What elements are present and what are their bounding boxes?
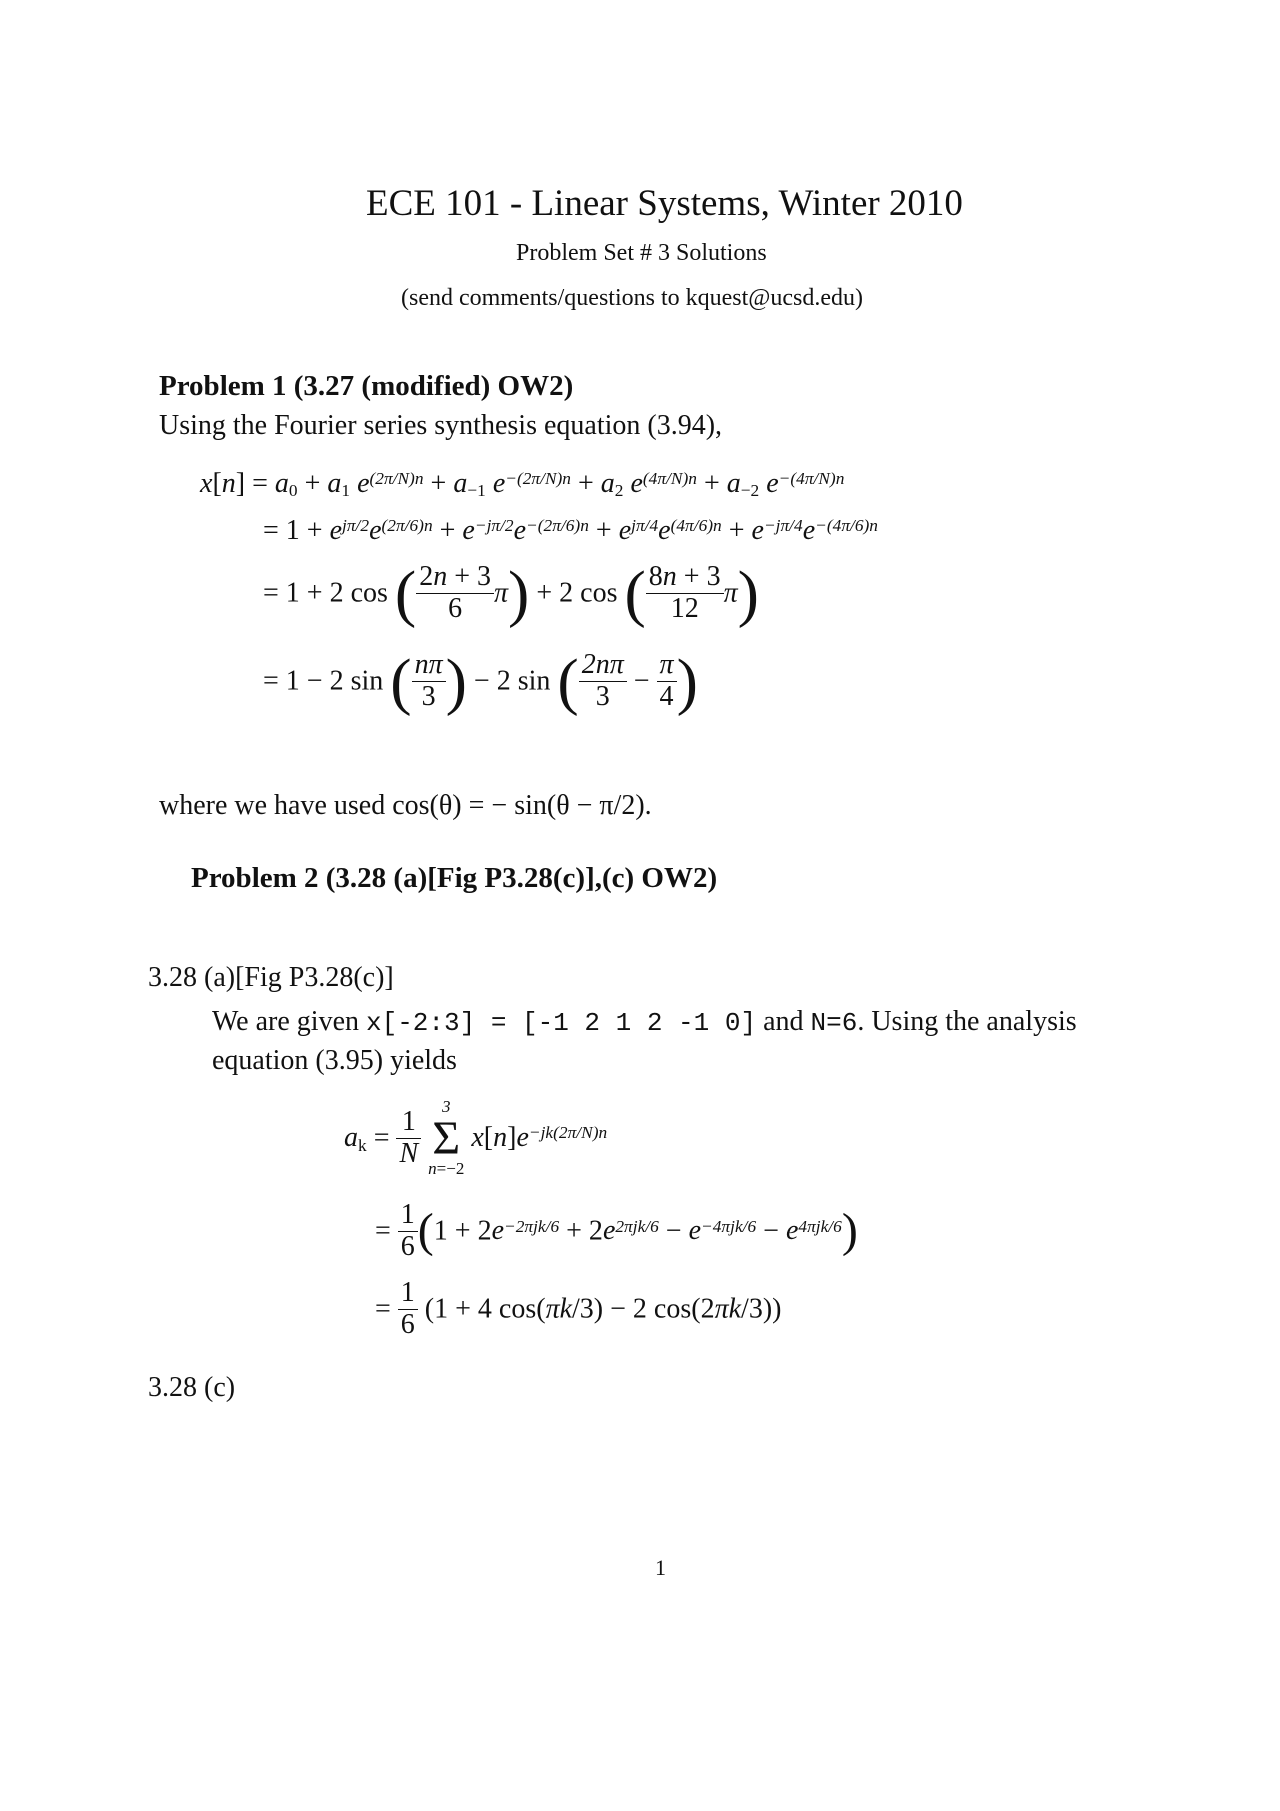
problem-2-heading: Problem 2 (3.28 (a)[Fig P3.28(c)],(c) OW2) bbox=[191, 862, 718, 894]
problem-1-note: where we have used cos(θ) = − sin(θ − π/2). bbox=[159, 790, 652, 821]
given-code: x[-2:3] = [-1 2 1 2 -1 0] bbox=[366, 1008, 757, 1038]
analysis-line-2: = $\frac{1}{6}$ $(1 + 2e^{-2\pi jk/6} + 2e^{2\pi jk/6} - e^{-4\pi jk/6} - e^{4\pi jk/6})$ bbox=[375, 1199, 858, 1262]
problem-1-heading: Problem 1 (3.27 (modified) OW2) bbox=[159, 370, 574, 402]
page-title: ECE 101 - Linear Systems, Winter 2010 bbox=[366, 183, 963, 224]
given-prefix: We are given bbox=[212, 1006, 366, 1037]
given-and: and bbox=[756, 1006, 811, 1037]
equation-line-2: = $1 + e^{j\pi/2}e^{(2\pi/6)n} + e^{-j\pi/2}e^{-(2\pi/6)n} + e^{j\pi/4}e^{(4\pi/6)n} + e^{-j\pi/4}e^{-(4\pi/6)n}$ bbox=[263, 515, 878, 546]
given-line-2: equation (3.95) yields bbox=[212, 1045, 457, 1076]
given-line-1 bbox=[212, 1006, 1077, 1038]
analysis-line-1: $a_k$ = $\frac{1}{N}$ 3 Σ n=−2 $x[n]e^{-jk(2\pi/N)n}$ bbox=[344, 1097, 608, 1178]
equation-line-4: = 1 − 2 sin ( $\frac{n\pi}{3}$ ) − 2 sin ( $\frac{2n\pi}{3}$ − $\frac{\pi}{4}$ ) bbox=[263, 645, 698, 717]
page-number: 1 bbox=[655, 1555, 666, 1580]
given-n: N=6 bbox=[810, 1008, 858, 1038]
subtitle: Problem Set # 3 Solutions bbox=[516, 240, 767, 266]
part-c-label: 3.28 (c) bbox=[148, 1372, 236, 1403]
problem-1-intro: Using the Fourier series synthesis equation (3.94), bbox=[159, 410, 723, 441]
contact-line: (send comments/questions to kquest@ucsd.edu) bbox=[401, 285, 864, 311]
equation-line-3: = 1 + 2 cos ( $\frac{2n + 3}{6}$ π) + 2 cos ( $\frac{8n + 3}{12}$ π) bbox=[263, 557, 759, 629]
given-suffix: . Using the analysis bbox=[857, 1006, 1077, 1037]
part-a-label: 3.28 (a)[Fig P3.28(c)] bbox=[148, 962, 394, 993]
equation-line-1: $x[n] = a_0 + a_1$ $e^{(2\pi/N)n} + a_{-1}$ $e^{-(2\pi/N)n} + a_2$ $e^{(4\pi/N)n} + a_{-2}$ $e^{-(4\pi/N)n}$ bbox=[200, 468, 845, 501]
analysis-line-3: = $\frac{1}{6}$ (1 + 4 cos(πk/3) − 2 cos(2πk/3)) bbox=[375, 1277, 782, 1340]
